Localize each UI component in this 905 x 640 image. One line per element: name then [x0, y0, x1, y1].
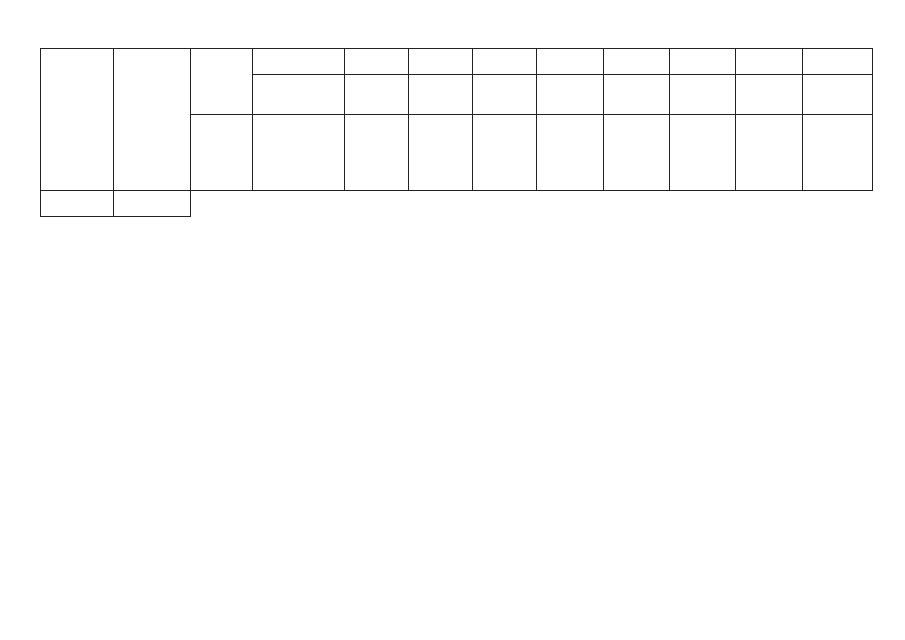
funding-source — [253, 115, 345, 191]
value-cell — [473, 75, 537, 115]
value-cell — [803, 75, 873, 115]
budget-table — [40, 48, 873, 217]
event-label — [41, 191, 114, 217]
value-cell — [670, 75, 736, 115]
value-cell — [345, 115, 409, 191]
value-cell — [537, 49, 604, 75]
event-name — [114, 191, 191, 217]
value-cell — [604, 49, 670, 75]
value-cell — [736, 115, 803, 191]
value-cell — [409, 49, 473, 75]
table-row — [41, 191, 873, 217]
value-cell — [537, 115, 604, 191]
value-cell — [803, 115, 873, 191]
value-cell — [803, 49, 873, 75]
funding-source — [253, 49, 345, 75]
empty-cell — [191, 115, 253, 191]
value-cell — [409, 75, 473, 115]
value-cell — [604, 115, 670, 191]
funding-source — [253, 75, 345, 115]
value-cell — [409, 115, 473, 191]
event-name — [114, 49, 191, 191]
value-cell — [345, 75, 409, 115]
value-cell — [736, 75, 803, 115]
table-row — [41, 49, 873, 75]
value-cell — [670, 115, 736, 191]
value-cell — [473, 49, 537, 75]
value-cell — [345, 49, 409, 75]
event-executor — [191, 49, 253, 115]
value-cell — [473, 115, 537, 191]
value-cell — [537, 75, 604, 115]
event-label — [41, 49, 114, 191]
value-cell — [670, 49, 736, 75]
value-cell — [736, 49, 803, 75]
value-cell — [604, 75, 670, 115]
